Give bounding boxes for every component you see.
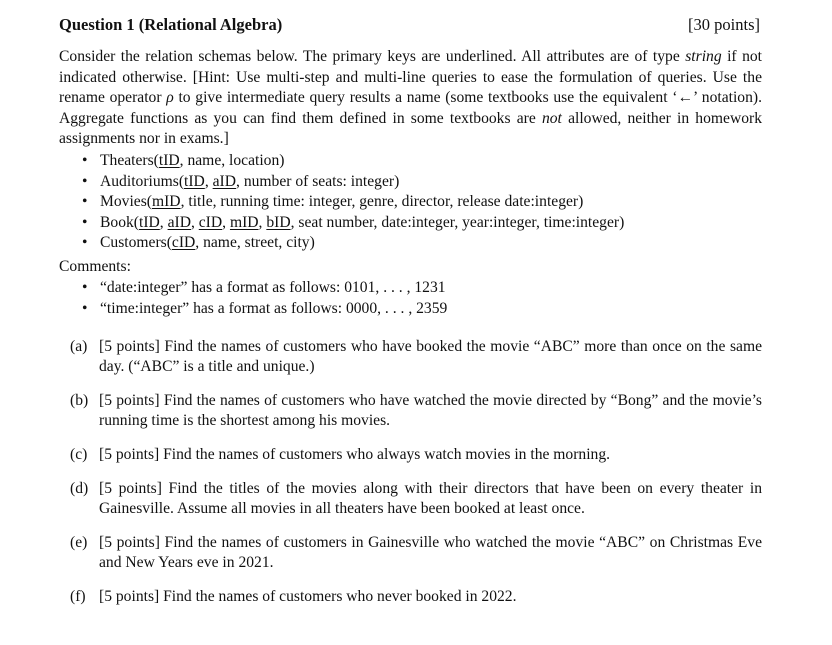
schema-item	[82, 151, 762, 172]
comment-text: “time:integer” has a format as follows: 0000, . . . , 2359	[100, 299, 448, 317]
bullet-icon: •	[82, 213, 88, 231]
question-text: [5 points] Find the names of customers who have watched the movie directed by “Bong” and the movie’s running time is the shortest among his movies.	[99, 392, 762, 429]
question-label: (f)	[70, 588, 86, 605]
intro-text-3: to give intermediate query results a name (some textbooks use the equivalent ‘←’ notation). Aggregate functions as you can find them defined in some textbooks are	[59, 89, 762, 127]
schema-item: • Book(tID, aID, cID, mID, bID, seat number, date:integer, year:integer, time:integer)	[82, 213, 762, 234]
schema-attributes: , name, location)	[179, 152, 285, 169]
intro-text-1: Consider the relation schemas below. The primary keys are underlined. All attributes are of type	[59, 48, 686, 65]
schema-name: Theaters(	[100, 152, 159, 169]
rho-symbol: ρ	[166, 89, 174, 107]
primary-key: cID	[171, 234, 196, 251]
question-text: [5 points] Find the names of customers who never booked in 2022.	[99, 588, 517, 605]
primary-key: mID	[229, 213, 259, 231]
primary-key: aID	[212, 172, 237, 190]
schema-name: Book(	[100, 213, 139, 231]
question-item-a	[70, 337, 762, 377]
question-label: (e)	[70, 534, 88, 551]
bullet-icon: •	[82, 299, 88, 317]
intro-paragraph	[59, 47, 762, 150]
intro-italic-not: not	[541, 109, 562, 127]
question-title: Question 1 (Relational Algebra)	[59, 15, 283, 34]
schema-name: Movies(	[100, 193, 152, 210]
comment-item	[82, 278, 762, 299]
question-text: [5 points] Find the names of customers who always watch movies in the morning.	[99, 446, 611, 463]
question-label: (b)	[70, 392, 89, 409]
primary-key: tID	[184, 172, 205, 190]
primary-key: tID	[138, 213, 160, 231]
schema-attributes: , title, running time: integer, genre, director, release date:integer)	[180, 193, 584, 210]
schema-item: • Auditoriums(tID, aID, number of seats: integer)	[82, 172, 762, 193]
schema-item	[82, 192, 762, 213]
schema-list	[82, 151, 762, 254]
bullet-icon: •	[82, 193, 88, 210]
question-text: [5 points] Find the names of customers who have booked the movie “ABC” more than once on the same day. (“ABC” is a title and unique.)	[99, 338, 762, 375]
primary-key: tID	[158, 152, 180, 169]
question-text: [5 points] Find the titles of the movies along with their directors that have been on every theater in Gainesville. Assume all movies in all theaters have been booked at least once.	[99, 480, 762, 517]
schema-attributes: , seat number, date:integer, year:integer, time:integer)	[290, 213, 625, 231]
comment-text: “date:integer” has a format as follows: 0101, . . . , 1231	[100, 279, 446, 296]
comments-list	[82, 278, 762, 319]
bullet-icon: •	[82, 152, 88, 169]
question-label: (c)	[70, 446, 88, 463]
primary-key: bID	[266, 213, 291, 231]
schema-name: Auditoriums(	[100, 172, 185, 190]
schema-item	[82, 233, 762, 254]
question-text: [5 points] Find the names of customers in Gainesville who watched the movie “ABC” on Christmas Eve and New Years eve in 2021.	[99, 534, 762, 571]
question-header	[59, 15, 760, 37]
bullet-icon: •	[82, 234, 88, 251]
question-item-b	[70, 391, 762, 431]
comment-item	[82, 299, 762, 320]
question-points: [30 points]	[688, 15, 760, 34]
intro-text-4: allowed, neither in homework assignments nor in exams.]	[59, 109, 762, 148]
primary-key: cID	[198, 213, 223, 231]
primary-key: mID	[151, 193, 181, 210]
intro-italic-string: string	[685, 48, 722, 65]
question-label: (a)	[70, 338, 88, 355]
question-item-c	[70, 445, 762, 465]
bullet-icon: •	[82, 279, 88, 296]
question-label: (d)	[70, 480, 89, 497]
question-item-e	[70, 533, 762, 573]
primary-key: aID	[167, 213, 191, 231]
bullet-icon: •	[82, 172, 88, 190]
question-item-f	[70, 587, 762, 607]
intro-text-2: if not indicated otherwise. [Hint: Use multi-step and multi-line queries to ease the formulation of queries. Use the rename operator	[59, 48, 762, 107]
question-item-d	[70, 479, 762, 519]
schema-name: Customers(	[100, 234, 172, 251]
schema-attributes: , name, street, city)	[195, 234, 315, 251]
comments-label: Comments:	[59, 258, 131, 275]
schema-attributes: , number of seats: integer)	[236, 172, 400, 190]
